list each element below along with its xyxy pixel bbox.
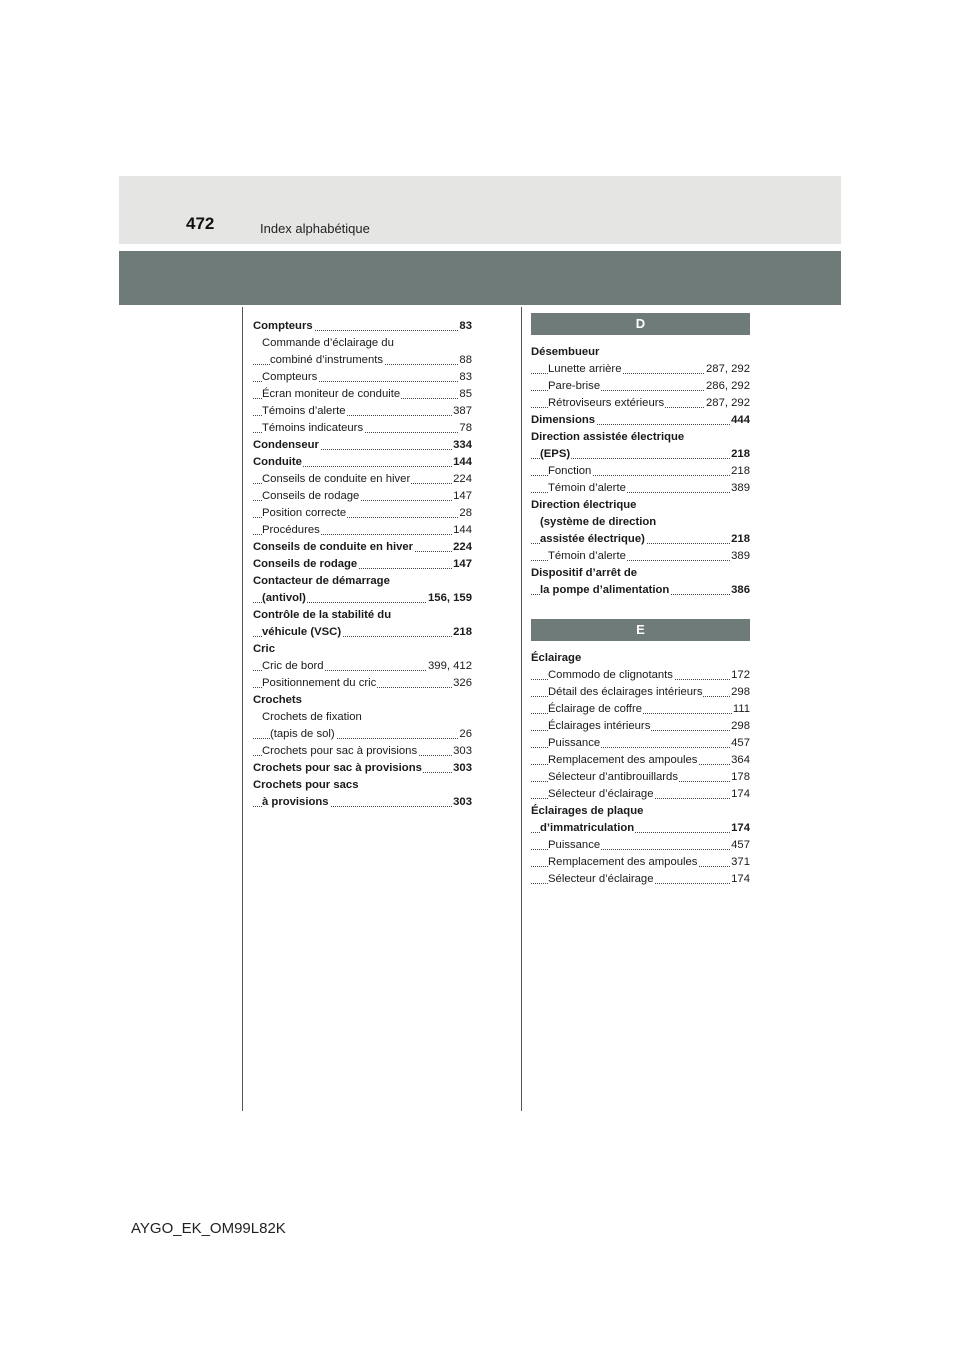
column-rule-left (242, 307, 243, 1111)
index-column-left (253, 318, 472, 811)
index-entry (531, 667, 750, 684)
index-entry-page: 156, 159 (427, 590, 472, 607)
index-entry-text: Conseils de conduite en hiver (262, 473, 411, 485)
index-entry-text: Commande d’éclairage du (262, 337, 394, 349)
index-entry (531, 429, 750, 446)
index-entry-text: Rétroviseurs extérieurs (548, 397, 665, 409)
index-entry-text: Crochets pour sac à provisions (262, 745, 418, 757)
index-entry-text: Lunette arrière (548, 363, 622, 375)
index-entry-page: 26 (458, 726, 472, 743)
index-entry-text: (système de direction (540, 516, 657, 528)
index-entry-text: Contrôle de la stabilité du (253, 609, 392, 621)
index-entry (531, 361, 750, 378)
index-entry-page: 28 (458, 505, 472, 522)
index-entry-page: 326 (452, 675, 472, 692)
index-entry-text: Conduite (253, 456, 302, 468)
index-entry-page: 218 (730, 463, 750, 480)
index-entry-page: 78 (458, 420, 472, 437)
index-entry (253, 437, 472, 454)
index-entry-text: la pompe d’alimentation (540, 584, 670, 596)
index-entry-page: 389 (730, 548, 750, 565)
index-entry-text: Compteurs (262, 371, 318, 383)
section-e-entries (531, 650, 750, 888)
index-entry-page: 174 (730, 871, 750, 888)
index-entry (531, 497, 750, 514)
index-entry (253, 403, 472, 420)
index-entry-text: Cric de bord (262, 660, 324, 672)
index-entry-page: 178 (730, 769, 750, 786)
index-entry-text: Témoins d’alerte (262, 405, 346, 417)
index-entry-text: Éclairages intérieurs (548, 720, 651, 732)
index-entry-page: 399, 412 (427, 658, 472, 675)
index-entry-text: Conseils de rodage (262, 490, 360, 502)
index-entry (531, 480, 750, 497)
index-entry-text: Positionnement du cric (262, 677, 377, 689)
index-entry-text: combiné d’instruments (270, 354, 384, 366)
index-entry (531, 548, 750, 565)
index-entry-text: d’immatriculation (540, 822, 635, 834)
index-entry (253, 573, 472, 590)
index-entry-text: Conseils de conduite en hiver (253, 541, 414, 553)
index-entry (531, 463, 750, 480)
index-entry (253, 624, 472, 641)
index-entry (253, 488, 472, 505)
index-entry-text: Éclairage (531, 652, 582, 664)
index-entry-page: 371 (730, 854, 750, 871)
index-entry (253, 471, 472, 488)
index-entry-text: Dispositif d’arrêt de (531, 567, 638, 579)
section-d-entries (531, 344, 750, 599)
index-entry-page: 174 (730, 786, 750, 803)
index-entry (531, 803, 750, 820)
index-entry-page: 147 (452, 556, 472, 573)
index-entry-text: Remplacement des ampoules (548, 856, 698, 868)
index-entry-page: 147 (452, 488, 472, 505)
index-entry (531, 344, 750, 361)
column-rule-right (521, 307, 522, 1111)
index-entry-page: 334 (452, 437, 472, 454)
index-entry (253, 641, 472, 658)
index-entry-page: 172 (730, 667, 750, 684)
index-entry-text: Fonction (548, 465, 592, 477)
index-entry (531, 684, 750, 701)
index-entry-text: Pare-brise (548, 380, 601, 392)
index-entry (531, 701, 750, 718)
index-entry (531, 412, 750, 429)
index-entry-page: 88 (458, 352, 472, 369)
index-entry (531, 854, 750, 871)
index-entry-text: Direction assistée électrique (531, 431, 685, 443)
index-entry-text: Commodo de clignotants (548, 669, 673, 681)
index-entry-text: Contacteur de démarrage (253, 575, 390, 587)
index-entry (531, 446, 750, 463)
index-entry-page: 303 (452, 760, 472, 777)
index-entry-text: (tapis de sol) (270, 728, 335, 740)
index-entry (253, 420, 472, 437)
section-title: Index alphabétique (260, 221, 370, 236)
index-entry (253, 556, 472, 573)
index-column-right (531, 313, 750, 888)
index-entry-page: 287, 292 (705, 361, 750, 378)
index-entry-text: Sélecteur d’antibrouillards (548, 771, 678, 783)
index-entry-page: 83 (458, 318, 472, 335)
index-entry (531, 650, 750, 667)
index-entry-text: Direction électrique (531, 499, 637, 511)
index-entry-text: Éclairages de plaque (531, 805, 644, 817)
index-entry-page: 444 (730, 412, 750, 429)
index-entry (253, 726, 472, 743)
index-entry-page: 303 (452, 794, 472, 811)
index-entry-text: véhicule (VSC) (262, 626, 342, 638)
index-entry (531, 565, 750, 582)
index-entry-page: 298 (730, 684, 750, 701)
index-entry (531, 582, 750, 599)
index-entry-text: Remplacement des ampoules (548, 754, 698, 766)
index-entry-text: Éclairage de coffre (548, 703, 642, 715)
index-entry-text: Détail des éclairages intérieurs (548, 686, 703, 698)
page-number: 472 (186, 214, 215, 233)
header-band (119, 176, 841, 244)
document-code: AYGO_EK_OM99L82K (131, 1220, 286, 1237)
index-entry-text: Désembueur (531, 346, 600, 358)
index-entry (253, 777, 472, 794)
index-entry-page: 286, 292 (705, 378, 750, 395)
index-entry (531, 514, 750, 531)
index-entry (253, 658, 472, 675)
index-entry-text: Crochets de fixation (262, 711, 362, 723)
index-entry-page: 224 (452, 539, 472, 556)
index-entry (531, 871, 750, 888)
index-entry-page: 387 (452, 403, 472, 420)
index-entry-text: Témoin d’alerte (548, 482, 626, 494)
index-entry-page: 218 (730, 531, 750, 548)
index-entry (253, 505, 472, 522)
index-entry-page: 218 (730, 446, 750, 463)
index-entry (531, 837, 750, 854)
index-entry-page: 144 (452, 454, 472, 471)
index-entry (253, 386, 472, 403)
index-entry-page: 457 (730, 837, 750, 854)
index-entry-page: 364 (730, 752, 750, 769)
index-entry (253, 522, 472, 539)
index-entry-text: Sélecteur d’éclairage (548, 873, 654, 885)
index-entry-page: 224 (452, 471, 472, 488)
index-entry-text: Crochets pour sac à provisions (253, 762, 422, 774)
index-entry-page: 287, 292 (705, 395, 750, 412)
index-entry-text: Compteurs (253, 320, 313, 332)
index-entry (253, 675, 472, 692)
index-entry-text: Crochets (253, 694, 302, 706)
index-entry-page: 85 (458, 386, 472, 403)
index-entry (531, 769, 750, 786)
header-dark-band (119, 251, 841, 305)
index-entry-page: 386 (730, 582, 750, 599)
index-entry (253, 743, 472, 760)
index-entry-text: (EPS) (540, 448, 571, 460)
letter-heading-e: E (531, 619, 750, 641)
index-entry-text: (antivol) (262, 592, 306, 604)
index-entry-page: 389 (730, 480, 750, 497)
index-entry (531, 786, 750, 803)
index-entry-page: 144 (452, 522, 472, 539)
index-entry (253, 335, 472, 352)
index-entry-text: Écran moniteur de conduite (262, 388, 401, 400)
index-entry-page: 298 (730, 718, 750, 735)
index-entry-text: Puissance (548, 737, 601, 749)
index-entry (531, 752, 750, 769)
index-entry (253, 369, 472, 386)
index-entry-text: Crochets pour sacs (253, 779, 359, 791)
index-entry-page: 83 (458, 369, 472, 386)
index-entry (253, 590, 472, 607)
index-entry (253, 709, 472, 726)
index-entry-text: Procédures (262, 524, 320, 536)
index-entry-text: Position correcte (262, 507, 347, 519)
index-entry (253, 794, 472, 811)
index-entry-page: 174 (730, 820, 750, 837)
index-entry (531, 820, 750, 837)
index-entry (531, 531, 750, 548)
index-entry (531, 718, 750, 735)
index-entry-text: Condenseur (253, 439, 319, 451)
index-entry (253, 760, 472, 777)
index-entry (531, 378, 750, 395)
index-entry (253, 607, 472, 624)
index-entry (253, 539, 472, 556)
index-entry-page: 457 (730, 735, 750, 752)
index-entry-text: à provisions (262, 796, 329, 808)
index-entry-text: Témoin d’alerte (548, 550, 626, 562)
index-entry-text: Sélecteur d’éclairage (548, 788, 654, 800)
index-entry (253, 318, 472, 335)
index-entry-text: Dimensions (531, 414, 596, 426)
index-entry-page: 218 (452, 624, 472, 641)
index-entry (253, 454, 472, 471)
letter-heading-d: D (531, 313, 750, 335)
index-entry (253, 692, 472, 709)
index-entry-page: 303 (452, 743, 472, 760)
index-entry-text: assistée électrique) (540, 533, 645, 545)
index-entry-text: Témoins indicateurs (262, 422, 364, 434)
index-entry (253, 352, 472, 369)
index-entry-text: Puissance (548, 839, 601, 851)
index-entry-text: Conseils de rodage (253, 558, 358, 570)
index-entry-page: 111 (732, 701, 750, 718)
index-entry (531, 735, 750, 752)
index-entry-text: Cric (253, 643, 275, 655)
index-entry (531, 395, 750, 412)
